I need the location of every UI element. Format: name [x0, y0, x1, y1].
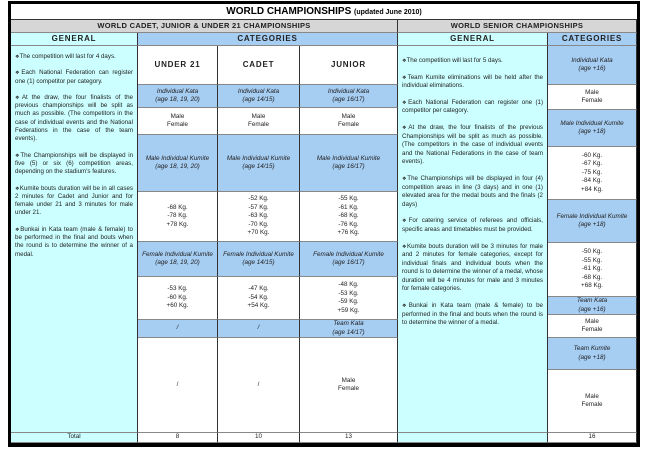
senior-female-kumite-weights: [548, 243, 637, 297]
senior-kata-category: [548, 46, 637, 85]
general-note: ❖ Bunkai in Kata team (male & female) to be performed in the final and bouts when the round is to determine the winner of a medal.: [402, 302, 543, 328]
female-kumite-weights-text: -60 Kg.: [167, 293, 188, 301]
general-note: ❖ The Championships will be displayed in five (5) or six (6) competition areas, depending on the stadium's features.: [15, 152, 133, 177]
female-kumite-weights-text: -53 Kg.: [338, 289, 359, 297]
male-kumite-category: [138, 135, 218, 192]
left-categories-header: CATEGORIES: [138, 33, 398, 46]
senior-team-kata-divisions: [548, 315, 637, 338]
male-kumite-category: [300, 135, 398, 192]
senior-male-kumite-weights: [548, 147, 637, 200]
male-kumite-category-text: (age 14/15): [242, 163, 275, 170]
kata-category: [218, 85, 300, 108]
male-kumite-weights-text: -68 Kg.: [338, 212, 359, 220]
female-kumite-category-text: (age 14/15): [242, 259, 275, 266]
column-header: [218, 46, 300, 85]
senior-kata-divisions-text: Male: [585, 88, 599, 96]
female-kumite-category-text: (age 16/17): [332, 259, 365, 266]
kata-category-text: Individual Kata: [237, 87, 280, 95]
left-section-header: WORLD CADET, JUNIOR & UNDER 21 CHAMPIONSHIPS: [11, 20, 398, 33]
male-kumite-category-text: (age 16/17): [332, 163, 365, 170]
female-kumite-category-text: Female Individual Kumite: [142, 250, 213, 258]
male-kumite-weights: [300, 192, 398, 242]
right-general-list: [398, 57, 548, 336]
kata-category-text: (age 14/15): [242, 96, 275, 103]
total-label: Total: [11, 433, 138, 443]
title-note: (updated June 2010): [354, 9, 422, 16]
male-kumite-weights-text: -68 Kg.: [167, 203, 188, 211]
senior-team-kumite-divisions: [548, 370, 637, 433]
kata-category-text: (age 16/17): [332, 96, 365, 103]
senior-male-kumite-category-text: (age +18): [578, 128, 606, 135]
kata-category: [300, 85, 398, 108]
senior-kata-divisions-text: Female: [581, 97, 603, 104]
kata-category-text: (age 18, 19, 20): [155, 96, 200, 103]
male-kumite-weights-text: -61 Kg.: [338, 203, 359, 211]
female-kumite-weights-text: -47 Kg.: [248, 285, 269, 293]
general-note: ❖ At the draw, the four finalists of the previous championships will be split as much as possible. (The competitors in the case of individual events and the National Federations in the case of the team events).: [15, 94, 133, 144]
senior-female-kumite-weights-text: -61 Kg.: [581, 265, 603, 273]
senior-male-kumite-weights-text: -67 Kg.: [581, 160, 603, 168]
kata-category-text: Individual Kata: [327, 87, 370, 95]
male-kumite-category-text: Male Individual Kumite: [145, 154, 210, 162]
kata-category: [138, 85, 218, 108]
total-1-text: 10: [254, 433, 262, 441]
general-note: ❖ The Championships will be displayed in four (4) competition areas in line (3 days) and in one (1) elevated area for the medal bouts and the finals (2 days): [402, 175, 543, 209]
female-kumite-weights: [300, 277, 398, 320]
senior-team-kumite-category-text: Team Kumite: [573, 345, 611, 352]
male-kumite-weights-text: -63 Kg.: [248, 212, 269, 220]
right-total-spacer: [398, 433, 548, 443]
column-header: [138, 46, 218, 85]
total-0-text: 8: [175, 433, 180, 441]
team-kata-category: [218, 320, 300, 338]
female-kumite-weights-text: -53 Kg.: [167, 285, 188, 293]
male-kumite-weights-text: +78 Kg.: [166, 220, 189, 228]
female-kumite-category: [300, 242, 398, 277]
left-general-list: [11, 53, 138, 267]
kata-divisions-text: Male: [341, 112, 356, 120]
senior-team-kata-category-text: Team Kata: [576, 297, 608, 304]
general-note: ❖ The competition will last for 4 days.: [15, 53, 133, 61]
team-kata-divisions: [138, 338, 218, 433]
column-header-text: JUNIOR: [330, 59, 367, 69]
female-kumite-weights-text: +54 Kg.: [247, 302, 270, 310]
senior-kata-category-text: (age +16): [578, 65, 606, 72]
general-note: ❖ Team Kumite eliminations will be held after the individual eliminations.: [402, 74, 543, 91]
senior-kata-category-text: Individual Kata: [571, 56, 613, 64]
female-kumite-category-text: Female Individual Kumite: [313, 250, 384, 258]
female-kumite-weights-text: -48 Kg.: [338, 281, 359, 288]
male-kumite-category: [218, 135, 300, 192]
senior-team-kata-category: [548, 297, 637, 315]
right-section-header: WORLD SENIOR CHAMPIONSHIPS: [398, 20, 637, 33]
female-kumite-weights-text: -59 Kg.: [338, 298, 359, 305]
female-kumite-weights-text: +60 Kg.: [166, 302, 189, 310]
senior-team-kata-divisions-text: Female: [581, 326, 603, 333]
male-kumite-weights: [138, 192, 218, 242]
male-kumite-category-text: (age 18, 19, 20): [155, 163, 200, 170]
page-title: [11, 4, 637, 20]
senior-male-kumite-category-text: Male Individual Kumite: [560, 119, 624, 127]
general-note: ❖ Kumite bouts duration will be in all cases 2 minutes for Cadet and Junior and for female under 21 and 3 minutes for male under 21.: [15, 185, 133, 218]
female-kumite-category: [218, 242, 300, 277]
left-general-header: GENERAL: [11, 33, 138, 46]
team-kata-divisions: [218, 338, 300, 433]
male-kumite-weights-text: +76 Kg.: [337, 229, 360, 237]
kata-divisions: [218, 108, 300, 135]
kata-divisions-text: Male: [251, 112, 266, 120]
senior-team-kata-category-text: (age +16): [578, 305, 606, 313]
general-note: ❖ Each National Federation can register one (1) competitor per category.: [15, 69, 133, 86]
senior-male-kumite-weights-text: -75 Kg.: [581, 168, 603, 176]
kata-category-text: Individual Kata: [156, 87, 199, 95]
male-kumite-weights-text: -76 Kg.: [338, 220, 359, 228]
female-kumite-weights-text: +59 Kg.: [337, 306, 360, 314]
team-kata-category-text: /: [176, 324, 179, 332]
total-0: [138, 433, 218, 443]
column-header-text: CADET: [242, 59, 275, 69]
kata-divisions-text: Female: [167, 121, 188, 128]
male-kumite-weights-text: -52 Kg.: [248, 195, 269, 203]
team-kata-divisions-text: Male: [341, 376, 356, 384]
general-note: ❖ Each National Federation can register one (1) competitor per category.: [402, 99, 543, 116]
total-1: [218, 433, 300, 443]
kata-divisions-text: Male: [170, 112, 185, 120]
total-senior: 16: [548, 433, 637, 443]
senior-male-kumite-weights-text: +84 Kg.: [581, 185, 603, 193]
female-kumite-weights-text: -54 Kg.: [248, 293, 269, 301]
general-note: ❖ The competition will last for 5 days.: [402, 57, 543, 66]
senior-team-kumite-divisions-text: Male: [585, 392, 599, 400]
senior-male-kumite-category: [548, 110, 637, 147]
kata-divisions-text: Female: [248, 121, 269, 128]
male-kumite-weights-text: -57 Kg.: [248, 203, 269, 211]
male-kumite-weights-text: +70 Kg.: [247, 229, 270, 237]
senior-kata-divisions: [548, 85, 637, 110]
title-text: WORLD CHAMPIONSHIPS: [226, 6, 352, 17]
team-kata-divisions: [300, 338, 398, 433]
general-note: ❖ At the draw, the four finalists of the previous Championships will be split as much as possible. (The competitors in the case of individual events and the National Federations in the case of team events).: [402, 124, 543, 167]
senior-female-kumite-weights-text: -68 Kg.: [581, 273, 603, 281]
senior-male-kumite-weights-text: -60 Kg.: [581, 151, 603, 159]
team-kata-category-text: /: [257, 324, 260, 332]
senior-female-kumite-category-text: Female Individual Kumite: [556, 212, 628, 220]
general-note: ❖ Kumite bouts duration will be 3 minutes for male and 2 minutes for female categories, except for individual finals and individual bouts when the round is to determine the winner of a medal, whose duration will be 4 minutes for male and 3 minutes for female categories.: [402, 243, 543, 295]
senior-female-kumite-category: [548, 200, 637, 243]
senior-team-kumite-divisions-text: Female: [581, 401, 603, 408]
team-kata-category: [138, 320, 218, 338]
right-general-header: GENERAL: [398, 33, 548, 46]
team-kata-divisions-text: Female: [338, 385, 359, 392]
senior-female-kumite-category-text: (age +18): [578, 221, 606, 228]
female-kumite-category-text: Female Individual Kumite: [223, 250, 294, 258]
general-note: ❖ For catering service of referees and officials, specific areas and timetables must be provided.: [402, 217, 543, 234]
male-kumite-category-text: Male Individual Kumite: [316, 154, 381, 162]
senior-female-kumite-weights-text: +68 Kg.: [581, 282, 603, 290]
female-kumite-category: [138, 242, 218, 277]
total-2: [300, 433, 398, 443]
column-header: [300, 46, 398, 85]
team-kata-divisions-text: /: [176, 380, 179, 388]
male-kumite-weights-text: -55 Kg.: [338, 195, 359, 203]
general-note: ❖ Bunkai in Kata team (male & female) to be performed in the final and bouts when the round is to determine the winner of a medal.: [15, 226, 133, 259]
female-kumite-category-text: (age 18, 19, 20): [155, 259, 200, 266]
team-kata-divisions-text: /: [257, 380, 260, 388]
senior-team-kata-divisions-text: Male: [585, 317, 599, 325]
female-kumite-weights: [138, 277, 218, 320]
male-kumite-weights-text: -70 Kg.: [248, 220, 269, 228]
senior-team-kumite-category-text: (age +18): [578, 353, 606, 361]
senior-male-kumite-weights-text: -84 Kg.: [581, 177, 603, 185]
kata-divisions: [300, 108, 398, 135]
male-kumite-category-text: Male Individual Kumite: [226, 154, 291, 162]
column-header-text: UNDER 21: [154, 59, 201, 69]
right-categories-header: CATEGORIES: [548, 33, 637, 46]
male-kumite-weights-text: -78 Kg.: [167, 212, 188, 220]
senior-female-kumite-weights-text: -50 Kg.: [581, 248, 603, 256]
kata-divisions: [138, 108, 218, 135]
female-kumite-weights: [218, 277, 300, 320]
team-kata-category-text: Team Kata: [333, 320, 364, 327]
team-kata-category: [300, 320, 398, 338]
total-2-text: 13: [344, 433, 352, 441]
kata-divisions-text: Female: [338, 121, 359, 128]
male-kumite-weights: [218, 192, 300, 242]
senior-female-kumite-weights-text: -55 Kg.: [581, 256, 603, 264]
team-kata-category-text: (age 14/17): [332, 328, 365, 336]
senior-team-kumite-category: [548, 338, 637, 370]
